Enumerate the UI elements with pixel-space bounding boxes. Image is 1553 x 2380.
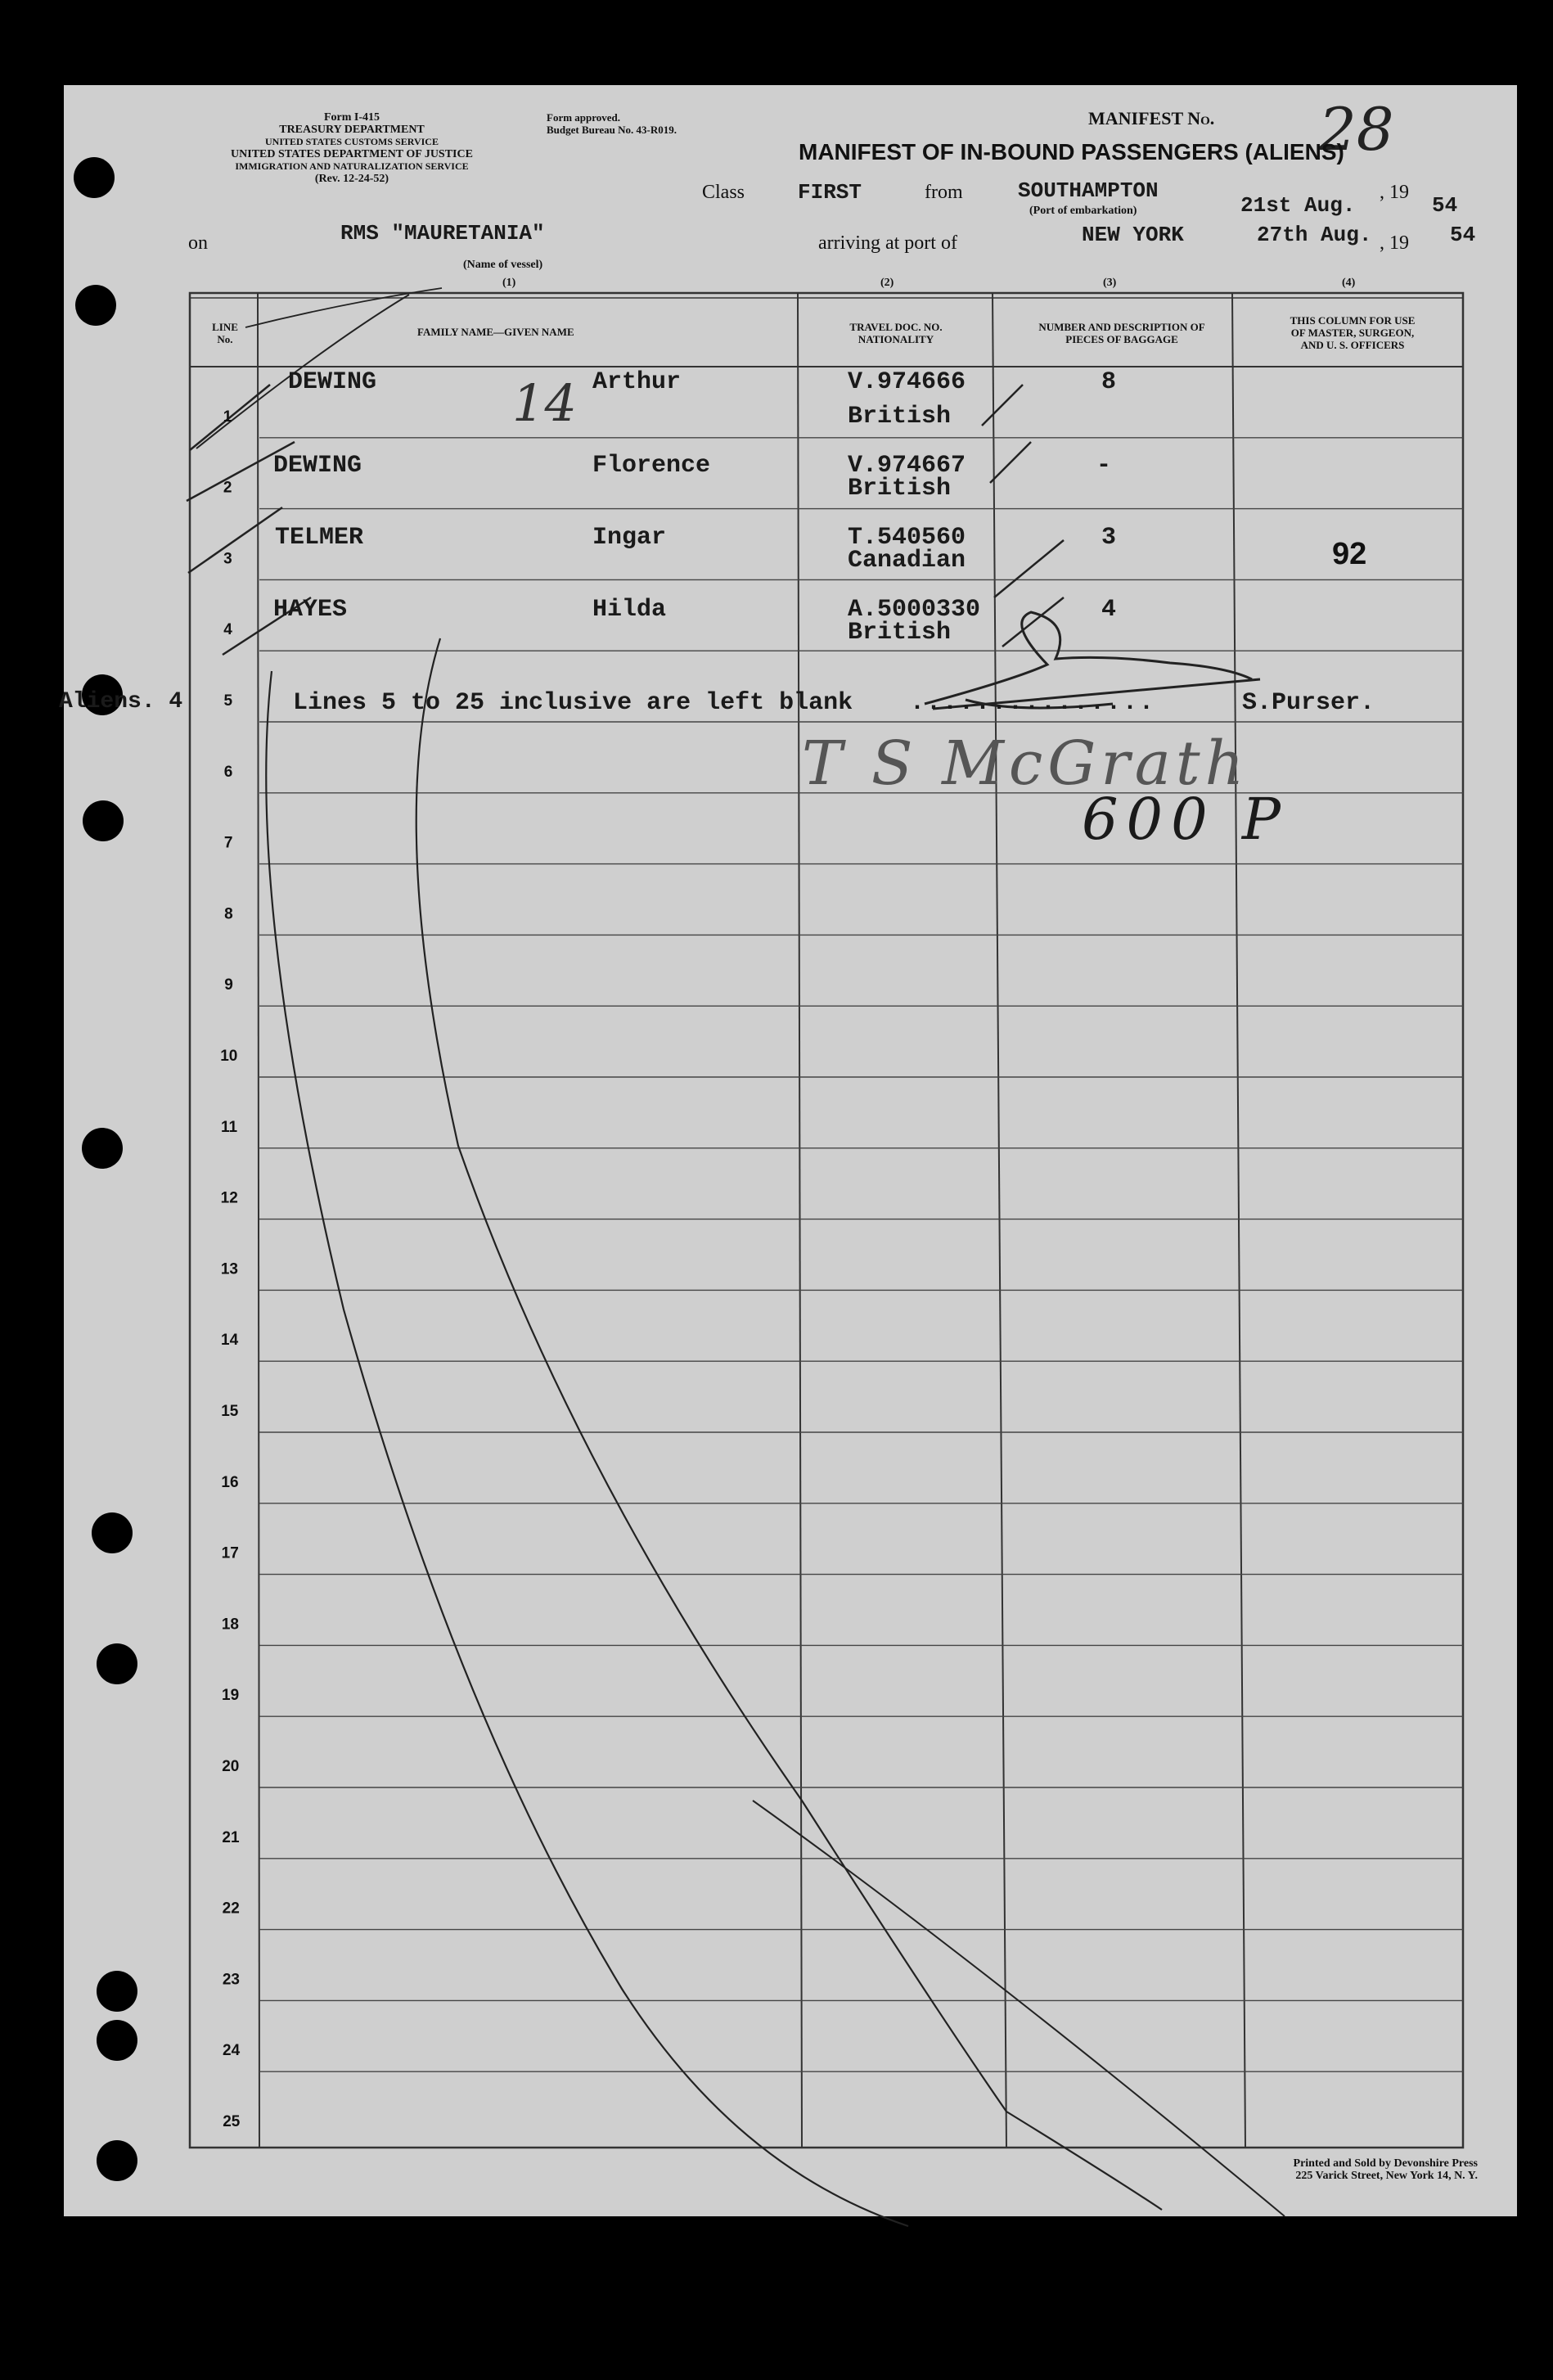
- passenger-doc-no: V.974666: [848, 368, 966, 396]
- header-travel-2: NATIONALITY: [858, 333, 934, 345]
- header-officers-1: THIS COLUMN FOR USE: [1290, 314, 1416, 327]
- line-number: 15: [221, 1403, 239, 1420]
- on-label: on: [188, 232, 208, 254]
- passenger-nationality: British: [848, 403, 952, 430]
- arrival-port: NEW YORK: [1082, 223, 1184, 247]
- passenger-doc-no: A.5000330: [848, 596, 981, 624]
- departure-year-prefix: , 19: [1380, 182, 1409, 203]
- passenger-family-name: DEWING: [288, 368, 377, 396]
- departure-year: 54: [1432, 193, 1458, 218]
- arrival-year: 54: [1450, 223, 1476, 247]
- col-divider: [798, 293, 802, 2148]
- arrival-year-prefix: , 19: [1380, 232, 1409, 254]
- passenger-given-name: Arthur: [592, 368, 682, 396]
- line-number: 25: [223, 2113, 241, 2130]
- port-caption: (Port of embarkation): [1029, 205, 1137, 217]
- line-number: 23: [222, 1971, 240, 1989]
- line-number: 9: [224, 976, 233, 994]
- justice-dept: UNITED STATES DEPARTMENT OF JUSTICE: [231, 148, 473, 160]
- margin-note: Aliens. 4: [59, 689, 183, 714]
- printer-imprint: [1105, 2157, 1478, 2182]
- line-number: 8: [224, 905, 233, 923]
- customs-service: UNITED STATES CUSTOMS SERVICE: [265, 136, 439, 147]
- class-value: FIRST: [798, 180, 862, 205]
- line-number: 7: [223, 834, 233, 852]
- class-label: Class: [702, 182, 745, 203]
- cancel-curve: [416, 638, 1162, 2210]
- column-number: (3): [1103, 277, 1117, 289]
- col-divider: [993, 293, 1006, 2148]
- header-baggage-2: PIECES OF BAGGAGE: [1065, 333, 1178, 345]
- cancel-curve: [266, 671, 908, 2226]
- check-mark: [982, 385, 1023, 426]
- header-name: FAMILY NAME—GIVEN NAME: [417, 326, 574, 338]
- officer-mark: 92: [1332, 537, 1367, 571]
- passenger-baggage: 3: [1101, 524, 1117, 552]
- line-number: 4: [223, 621, 232, 639]
- departure-date: 21st Aug.: [1240, 193, 1356, 218]
- col-divider: [258, 293, 259, 2148]
- header-line-no: [196, 321, 254, 345]
- line-number: 12: [220, 1189, 238, 1207]
- passenger-given-name: Hilda: [592, 596, 667, 624]
- line-number: 19: [222, 1687, 240, 1705]
- table-border: [190, 293, 1463, 2148]
- line-number: 10: [220, 1048, 238, 1065]
- line-number: 14: [221, 1332, 239, 1350]
- vessel-name: RMS "MAURETANIA": [340, 221, 545, 246]
- vessel-caption: (Name of vessel): [463, 259, 543, 271]
- purser-title: S.Purser.: [1242, 689, 1375, 717]
- embarkation-port: SOUTHAMPTON: [1018, 178, 1159, 203]
- passenger-given-name: Ingar: [592, 524, 667, 552]
- blank-lines-note: Lines 5 to 25 inclusive are left blank: [293, 689, 853, 717]
- line-number: 2: [223, 479, 232, 497]
- form-number: Form I-415: [323, 111, 380, 124]
- manifest-number-value: 28: [1319, 95, 1394, 164]
- line-number: 5: [223, 692, 233, 710]
- line-number: 11: [220, 1118, 238, 1136]
- header-travel: [810, 321, 982, 345]
- passenger-nationality: British: [848, 619, 952, 647]
- passenger-doc-no: V.974667: [848, 452, 966, 480]
- purser-leader: ...............: [910, 689, 1156, 717]
- budget-bureau: Budget Bureau No. 43-R019.: [547, 124, 677, 136]
- column-number: (1): [502, 277, 516, 289]
- line-number: 1: [223, 408, 232, 426]
- check-mark: [990, 442, 1031, 483]
- header-officers-3: AND U. S. OFFICERS: [1300, 339, 1405, 351]
- column-number: (4): [1342, 277, 1356, 289]
- page-title: MANIFEST OF IN-BOUND PASSENGERS (ALIENS): [799, 139, 1344, 165]
- line-number: 16: [221, 1473, 239, 1491]
- handwritten-tally: 14: [512, 373, 577, 433]
- revision-date: (Rev. 12-24-52): [314, 173, 389, 185]
- header-line-no-2: No.: [217, 333, 233, 345]
- passenger-baggage: 8: [1101, 368, 1117, 396]
- line-number: 18: [221, 1616, 239, 1634]
- column-number: (2): [880, 277, 894, 289]
- immigration-service: IMMIGRATION AND NATURALIZATION SERVICE: [235, 160, 469, 172]
- col-divider: [1232, 293, 1245, 2148]
- check-mark: [1002, 597, 1064, 647]
- imprint-line-1: Printed and Sold by Devonshire Press: [1293, 2157, 1478, 2170]
- passenger-nationality: Canadian: [848, 547, 966, 575]
- form-approved: Form approved.: [547, 111, 621, 124]
- line-number: 24: [223, 2042, 241, 2060]
- passenger-baggage: -: [1096, 452, 1112, 480]
- header-baggage-1: NUMBER AND DESCRIPTION OF: [1038, 321, 1205, 333]
- grid-lines: [190, 293, 1463, 2148]
- passenger-nationality: British: [848, 475, 952, 503]
- passenger-family-name: DEWING: [273, 452, 362, 480]
- line-number: 13: [220, 1260, 238, 1278]
- header-officers: [1244, 314, 1461, 351]
- treasury-dept: TREASURY DEPARTMENT: [279, 124, 425, 136]
- header-baggage: [1003, 321, 1240, 345]
- passenger-doc-no: T.540560: [848, 524, 966, 552]
- handwritten-signature: T S McGrath: [802, 728, 1249, 799]
- manifest-number-label: MANIFEST No.: [1088, 108, 1215, 128]
- from-label: from: [925, 182, 963, 203]
- handwritten-marks: [187, 288, 1285, 2226]
- arriving-label: arriving at port of: [818, 232, 957, 254]
- header-officers-2: OF MASTER, SURGEON,: [1290, 327, 1415, 339]
- passenger-family-name: TELMER: [275, 524, 364, 552]
- passenger-given-name: Florence: [592, 452, 711, 480]
- header-travel-1: TRAVEL DOC. NO.: [849, 321, 943, 333]
- line-number: 20: [222, 1758, 240, 1775]
- line-number: 17: [221, 1544, 239, 1562]
- header-line-no-1: LINE: [212, 321, 238, 333]
- line-number: 22: [222, 1900, 240, 1918]
- line-number: 21: [222, 1828, 240, 1846]
- cancel-curve: [753, 1801, 1285, 2216]
- passenger-family-name: HAYES: [273, 596, 348, 624]
- check-mark: [188, 507, 282, 573]
- passenger-baggage: 4: [1101, 596, 1117, 624]
- imprint-line-2: 225 Varick Street, New York 14, N. Y.: [1295, 2170, 1478, 2182]
- line-number: 6: [223, 763, 233, 781]
- check-mark: [994, 540, 1064, 597]
- line-number: 3: [223, 550, 232, 568]
- handwritten-time: 600 P: [1082, 786, 1289, 853]
- arrival-date: 27th Aug.: [1257, 223, 1372, 247]
